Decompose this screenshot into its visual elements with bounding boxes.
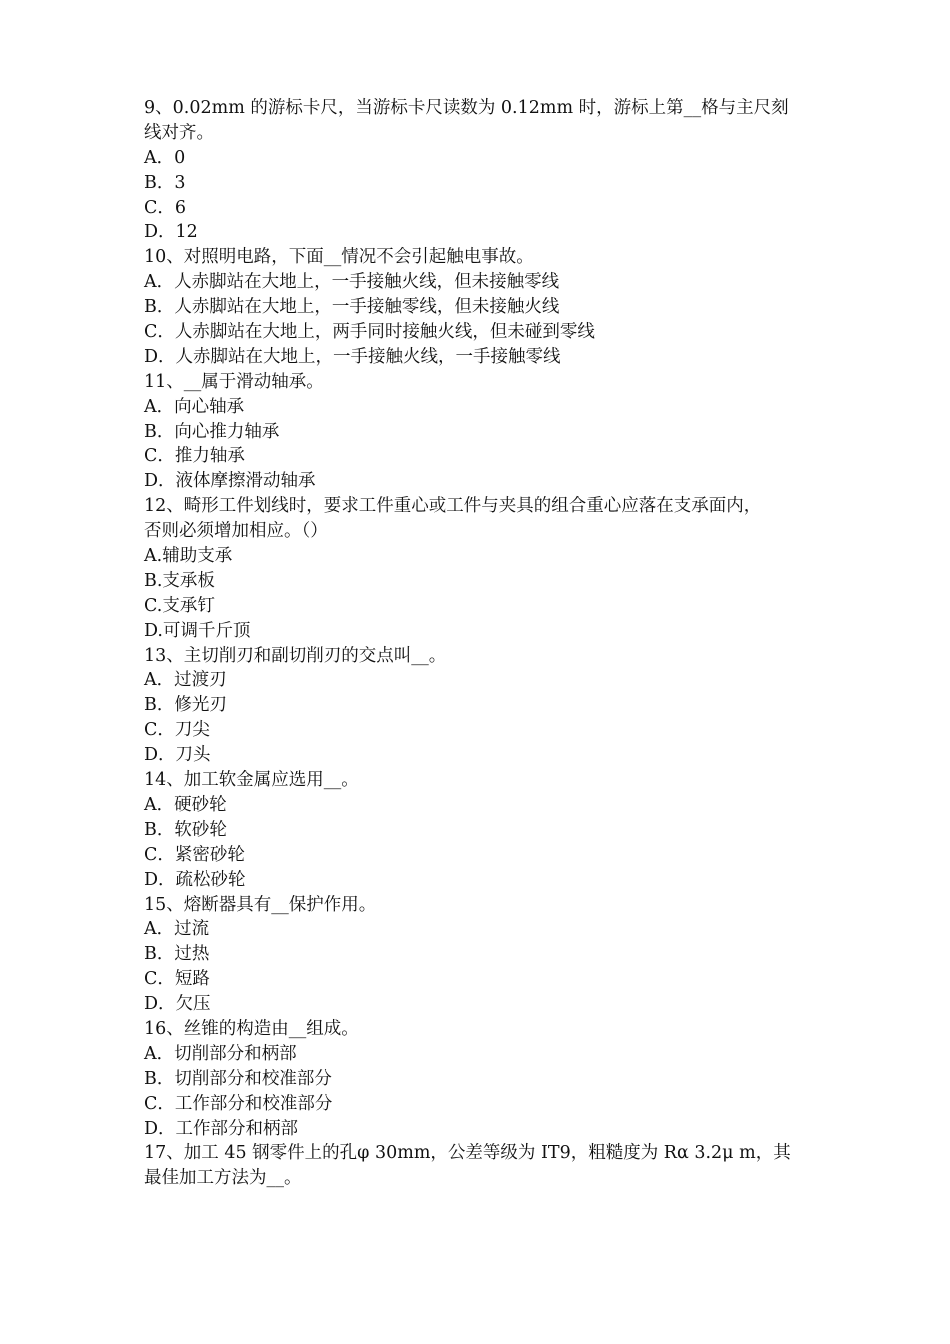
text-line: C.支承钉 <box>144 595 215 616</box>
text-line: 15、熔断器具有__保护作用。 <box>144 894 377 915</box>
text-line: C．人赤脚站在大地上，两手同时接触火线，但未碰到零线 <box>144 322 595 343</box>
text-line: C．短路 <box>144 969 210 990</box>
text-line: D．液体摩擦滑动轴承 <box>144 471 316 492</box>
document-page <box>144 96 814 1191</box>
text-line: C．工作部分和校准部分 <box>144 1093 333 1114</box>
text-line: C．刀尖 <box>144 720 210 741</box>
text-line: B．修光刃 <box>144 695 227 716</box>
text-line: B．切削部分和校准部分 <box>144 1068 332 1089</box>
text-line: 17、加工 45 钢零件上的孔φ 30mm，公差等级为 IT9，粗糙度为 Rα 3.2μ m，其 <box>144 1143 791 1164</box>
text-line: D．工作部分和柄部 <box>144 1118 299 1139</box>
text-line: A．人赤脚站在大地上，一手接触火线，但未接触零线 <box>144 272 560 293</box>
text-line: 线对齐。 <box>144 122 214 143</box>
text-line: A．切削部分和柄部 <box>144 1043 297 1064</box>
text-line: 16、丝锥的构造由__组成。 <box>144 1018 359 1039</box>
text-line: B．3 <box>144 172 186 193</box>
text-line: D．欠压 <box>144 994 211 1015</box>
text-line: A.辅助支承 <box>144 546 233 567</box>
text-line: B．人赤脚站在大地上，一手接触零线，但未接触火线 <box>144 297 560 318</box>
text-line: 10、对照明电路，下面__情况不会引起触电事故。 <box>144 247 534 268</box>
text-line: D．刀头 <box>144 745 211 766</box>
text-line: 12、畸形工件划线时，要求工件重心或工件与夹具的组合重心应落在支承面内， <box>144 496 762 517</box>
text-line: A．硬砂轮 <box>144 794 227 815</box>
text-line: D．12 <box>144 222 198 243</box>
text-line: A．向心轴承 <box>144 396 245 417</box>
text-line: B.支承板 <box>144 570 215 591</box>
text-line: D．人赤脚站在大地上，一手接触火线，一手接触零线 <box>144 346 561 367</box>
text-line: 14、加工软金属应选用__。 <box>144 770 359 791</box>
text-line: B．向心推力轴承 <box>144 421 280 442</box>
text-line: 11、__属于滑动轴承。 <box>144 371 324 392</box>
text-line: B．过热 <box>144 944 210 965</box>
text-line: C．推力轴承 <box>144 446 245 467</box>
text-line: A．过流 <box>144 919 210 940</box>
text-line: D.可调千斤顶 <box>144 620 251 641</box>
text-line: B．软砂轮 <box>144 819 227 840</box>
text-line: 最佳加工方法为__。 <box>144 1168 302 1189</box>
text-line: 13、主切削刃和副切削刃的交点叫__。 <box>144 645 447 666</box>
text-line: A．过渡刃 <box>144 670 227 691</box>
text-line: C．6 <box>144 197 187 218</box>
text-line: A．0 <box>144 147 186 168</box>
text-line: 9、0.02mm 的游标卡尺，当游标卡尺读数为 0.12mm 时，游标上第__格与主尺刻 <box>144 98 789 118</box>
text-line: C．紧密砂轮 <box>144 844 245 865</box>
text-line: D．疏松砂轮 <box>144 869 246 890</box>
text-line: 否则必须增加相应。（） <box>144 521 328 542</box>
